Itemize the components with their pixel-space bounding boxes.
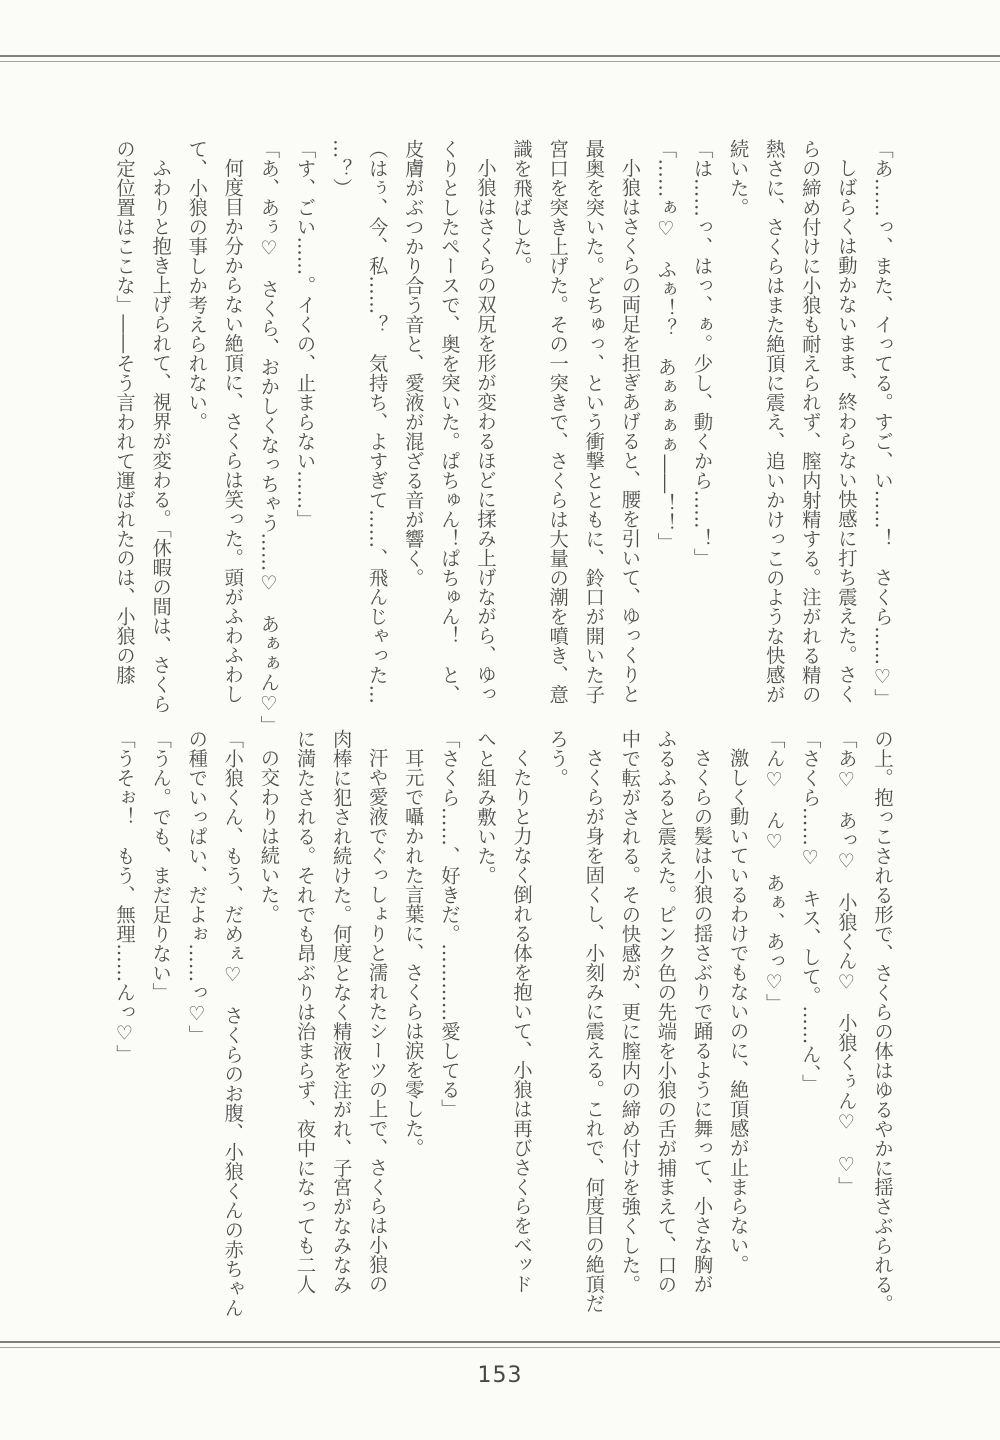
text-column: 「あ……っ、また、イってる。すご、い……！ さくら……♡」 [871, 139, 894, 708]
text-column: て、小狼の事しか考えられない。 [185, 139, 209, 432]
text-column: 「さくら……、好きだ。…………愛してる」 [437, 729, 461, 1119]
text-column: へと組み敷いた。 [473, 729, 497, 885]
text-column: 中で転がされる。その快感が、更に膣内の締め付けを強くした。 [618, 729, 642, 1295]
text-column: 「うん。でも、まだ足りない」 [149, 729, 173, 1002]
text-column: 「す、ごい……。イくの、止まらない……」 [293, 139, 317, 529]
text-block-top [106, 139, 900, 735]
text-column: 皮膚がぶつかり合う音と、愛液が混ざる音が響く。 [401, 139, 425, 588]
page-number: 153 [477, 1363, 523, 1388]
text-column: ふるふると震えた。ピンク色の先端を小狼の舌が捕まえて、口の [654, 729, 678, 1295]
text-column: 肉棒に犯され続けた。何度となく精液を注がれ、子宮がなみなみ [329, 729, 353, 1295]
text-column: の種でいっぱい、だよぉ……っ♡」 [185, 729, 209, 1045]
text-column: の交わりは続いた。 [257, 748, 281, 924]
text-column: くたりと力なく倒れる体を抱いて、小狼は再びさくらをベッド [510, 748, 534, 1294]
text-column: 「……ぁ♡ ふぁ！？ あぁぁぁぁ――！！」 [654, 139, 678, 552]
text-column: 「うそぉ！ もう、無理……んっ♡」 [113, 729, 137, 1065]
text-column: さくらの髪は小狼の揺さぶりで踊るように舞って、小さな胸が [690, 748, 714, 1294]
text-column: ふわりと抱き上げられて、視界が変わる。「休暇の間は、さくら [149, 158, 173, 714]
text-column: 「あ、あぅ♡ さくら、おかしくなっちゃう……♡ あぁぁん♡」 [257, 139, 281, 735]
text-column: の上。抱っこされる形で、さくらの体はゆるやかに揺さぶられる。 [871, 729, 894, 1314]
text-block-bottom [106, 729, 900, 1317]
text-column: くりとしたペースで、奥を突いた。ぱちゅん！ぱちゅん！ と、 [437, 139, 461, 705]
text-column: 「あ♡ あっ♡ 小狼くん♡ 小狼くぅん♡ ♡」 [834, 729, 858, 1196]
text-column: らの締め付けに小狼も耐えられず、膣内射精する。注がれる精の [798, 139, 822, 705]
text-column: 汗や愛液でぐっしょりと濡れたシーツの上で、さくらは小狼の [365, 748, 389, 1294]
text-column: に満たされる。それでも昂ぶりは治まらず、夜中になっても二人 [293, 729, 317, 1295]
text-column: 熱さに、さくらはまた絶頂に震え、追いかけっこのような快感が [762, 139, 786, 705]
text-column: 宮口を突き上げた。その一突きで、さくらは大量の潮を噴き、意 [546, 139, 570, 705]
text-column: 耳元で囁かれた言葉に、さくらは涙を零した。 [401, 748, 425, 1158]
text-column: 何度目か分からない絶頂に、さくらは笑った。頭がふわふわし [221, 158, 245, 704]
text-column: …？） [329, 139, 353, 198]
text-column: 続いた。 [726, 139, 750, 217]
text-column: 小狼はさくらの双尻を形が変わるほどに揉み上げながら、ゆっ [473, 158, 497, 704]
text-column: 「ん♡ ん♡ あぁ、あっ♡」 [762, 729, 786, 1013]
top-border-rule [0, 55, 1000, 62]
text-column: 「は……っ、はっ、ぁ。少し、動くから……！」 [690, 139, 714, 568]
text-column: 小狼はさくらの両足を担ぎあげると、腰を引いて、ゆっくりと [618, 158, 642, 704]
text-column: の定位置はここな」――そう言われて運ばれたのは、小狼の膝 [113, 139, 137, 685]
text-column: 激しく動いているわけでもないのに、絶頂感が止まらない。 [726, 748, 750, 1275]
text-column: さくらが身を固くし、小刻みに震える。これで、何度目の絶頂だ [582, 748, 606, 1314]
text-column: 「小狼くん、もう、だめぇ♡ さくらのお腹、小狼くんの赤ちゃん [221, 729, 245, 1318]
text-column: （はぅ、今、私……？ 気持ち、よすぎて……、飛んじゃった… [365, 139, 389, 705]
text-column: 最奥を突いた。どちゅっ、という衝撃とともに、鈴口が開いた子 [582, 139, 606, 705]
bottom-border-rule [0, 1341, 1000, 1348]
text-column: しばらくは動かないまま、終わらない快感に打ち震えた。さく [834, 158, 858, 704]
text-column: 識を飛ばした。 [510, 139, 534, 276]
text-column: ろう。 [546, 729, 570, 788]
text-column: 「さくら……♡ キス、して。……ん、」 [798, 729, 822, 1094]
